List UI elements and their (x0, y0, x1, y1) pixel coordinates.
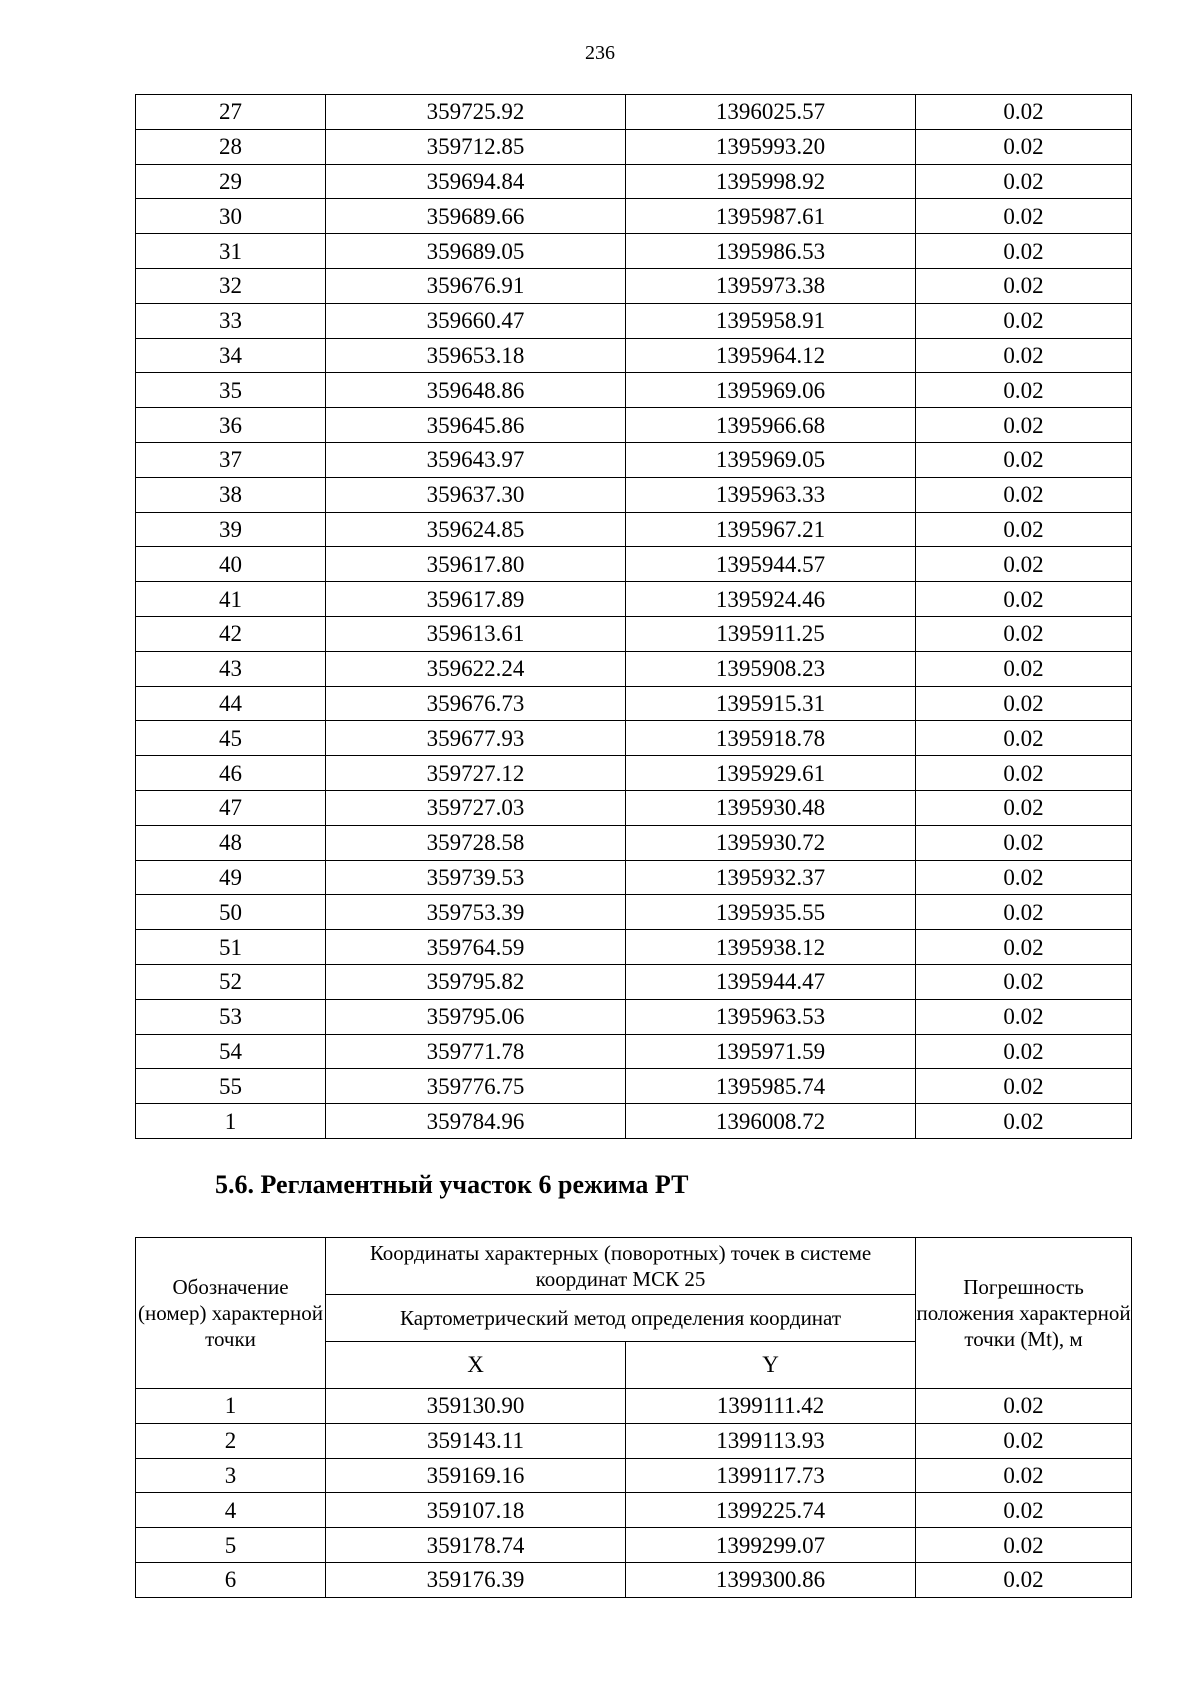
x-coordinate-cell: 359637.30 (326, 477, 626, 512)
table-row (136, 930, 1132, 965)
table-row (136, 373, 1132, 408)
point-number-cell: 1 (136, 1389, 326, 1424)
y-coordinate-cell: 1395987.61 (626, 199, 916, 234)
x-coordinate-cell: 359648.86 (326, 373, 626, 408)
header-y: Y (626, 1342, 916, 1389)
x-coordinate-cell: 359176.39 (326, 1562, 626, 1597)
point-number-cell: 4 (136, 1493, 326, 1528)
table-row (136, 129, 1132, 164)
point-number-cell: 45 (136, 721, 326, 756)
table-row (136, 1562, 1132, 1597)
table-row (136, 1493, 1132, 1528)
y-coordinate-cell: 1395963.33 (626, 477, 916, 512)
table-row (136, 1528, 1132, 1563)
error-cell: 0.02 (916, 1104, 1132, 1139)
error-cell: 0.02 (916, 547, 1132, 582)
error-cell: 0.02 (916, 860, 1132, 895)
error-cell: 0.02 (916, 1423, 1132, 1458)
y-coordinate-cell: 1395908.23 (626, 651, 916, 686)
error-cell: 0.02 (916, 999, 1132, 1034)
y-coordinate-cell: 1395929.61 (626, 756, 916, 791)
section-6-coordinates-table (135, 1237, 1132, 1598)
table-row (136, 1104, 1132, 1139)
x-coordinate-cell: 359739.53 (326, 860, 626, 895)
point-number-cell: 1 (136, 1104, 326, 1139)
error-cell: 0.02 (916, 512, 1132, 547)
y-coordinate-cell: 1395938.12 (626, 930, 916, 965)
error-cell: 0.02 (916, 373, 1132, 408)
error-cell: 0.02 (916, 1458, 1132, 1493)
x-coordinate-cell: 359622.24 (326, 651, 626, 686)
point-number-cell: 37 (136, 442, 326, 477)
point-number-cell: 39 (136, 512, 326, 547)
x-coordinate-cell: 359795.06 (326, 999, 626, 1034)
x-coordinate-cell: 359677.93 (326, 721, 626, 756)
x-coordinate-cell: 359624.85 (326, 512, 626, 547)
table-row (136, 964, 1132, 999)
coordinates-table-continued (135, 94, 1132, 1139)
x-coordinate-cell: 359645.86 (326, 408, 626, 443)
point-number-cell: 46 (136, 756, 326, 791)
error-cell: 0.02 (916, 303, 1132, 338)
x-coordinate-cell: 359795.82 (326, 964, 626, 999)
table-row (136, 477, 1132, 512)
error-cell: 0.02 (916, 964, 1132, 999)
y-coordinate-cell: 1395973.38 (626, 268, 916, 303)
section-6-table-body (136, 1389, 1132, 1598)
error-cell: 0.02 (916, 268, 1132, 303)
point-number-cell: 34 (136, 338, 326, 373)
table-row (136, 408, 1132, 443)
y-coordinate-cell: 1395918.78 (626, 721, 916, 756)
table-row (136, 512, 1132, 547)
point-number-cell: 53 (136, 999, 326, 1034)
point-number-cell: 44 (136, 686, 326, 721)
error-cell: 0.02 (916, 790, 1132, 825)
page-number: 236 (585, 42, 615, 64)
x-coordinate-cell: 359653.18 (326, 338, 626, 373)
point-number-cell: 55 (136, 1069, 326, 1104)
y-coordinate-cell: 1395993.20 (626, 129, 916, 164)
x-coordinate-cell: 359771.78 (326, 1034, 626, 1069)
table-row (136, 1389, 1132, 1424)
y-coordinate-cell: 1395924.46 (626, 582, 916, 617)
table-row (136, 1423, 1132, 1458)
point-number-cell: 49 (136, 860, 326, 895)
x-coordinate-cell: 359107.18 (326, 1493, 626, 1528)
point-number-cell: 52 (136, 964, 326, 999)
x-coordinate-cell: 359676.91 (326, 268, 626, 303)
table-row (136, 686, 1132, 721)
error-cell: 0.02 (916, 408, 1132, 443)
y-coordinate-cell: 1395932.37 (626, 860, 916, 895)
table-row (136, 616, 1132, 651)
error-cell: 0.02 (916, 721, 1132, 756)
table-row (136, 268, 1132, 303)
table-row (136, 164, 1132, 199)
error-cell: 0.02 (916, 1034, 1132, 1069)
error-cell: 0.02 (916, 825, 1132, 860)
error-cell: 0.02 (916, 129, 1132, 164)
x-coordinate-cell: 359764.59 (326, 930, 626, 965)
coordinates-table-body (136, 95, 1132, 1139)
point-number-cell: 41 (136, 582, 326, 617)
table-row (136, 756, 1132, 791)
error-cell: 0.02 (916, 1069, 1132, 1104)
x-coordinate-cell: 359617.89 (326, 582, 626, 617)
y-coordinate-cell: 1395964.12 (626, 338, 916, 373)
x-coordinate-cell: 359784.96 (326, 1104, 626, 1139)
y-coordinate-cell: 1395944.57 (626, 547, 916, 582)
point-number-cell: 32 (136, 268, 326, 303)
x-coordinate-cell: 359694.84 (326, 164, 626, 199)
y-coordinate-cell: 1395967.21 (626, 512, 916, 547)
header-method: Картометрический метод определения координат (326, 1295, 916, 1342)
table-row (136, 721, 1132, 756)
table-row (136, 790, 1132, 825)
x-coordinate-cell: 359725.92 (326, 95, 626, 130)
point-number-cell: 54 (136, 1034, 326, 1069)
y-coordinate-cell: 1395966.68 (626, 408, 916, 443)
x-coordinate-cell: 359143.11 (326, 1423, 626, 1458)
x-coordinate-cell: 359643.97 (326, 442, 626, 477)
x-coordinate-cell: 359660.47 (326, 303, 626, 338)
point-number-cell: 5 (136, 1528, 326, 1563)
x-coordinate-cell: 359727.12 (326, 756, 626, 791)
error-cell: 0.02 (916, 95, 1132, 130)
error-cell: 0.02 (916, 1528, 1132, 1563)
y-coordinate-cell: 1395911.25 (626, 616, 916, 651)
y-coordinate-cell: 1395963.53 (626, 999, 916, 1034)
table-row (136, 1034, 1132, 1069)
table-header (136, 1238, 1132, 1389)
error-cell: 0.02 (916, 234, 1132, 269)
y-coordinate-cell: 1399111.42 (626, 1389, 916, 1424)
y-coordinate-cell: 1395930.48 (626, 790, 916, 825)
x-coordinate-cell: 359178.74 (326, 1528, 626, 1563)
table-row (136, 338, 1132, 373)
error-cell: 0.02 (916, 199, 1132, 234)
y-coordinate-cell: 1395998.92 (626, 164, 916, 199)
table-row (136, 582, 1132, 617)
error-cell: 0.02 (916, 1389, 1132, 1424)
error-cell: 0.02 (916, 686, 1132, 721)
y-coordinate-cell: 1395969.05 (626, 442, 916, 477)
x-coordinate-cell: 359617.80 (326, 547, 626, 582)
error-cell: 0.02 (916, 895, 1132, 930)
point-number-cell: 29 (136, 164, 326, 199)
error-cell: 0.02 (916, 616, 1132, 651)
point-number-cell: 35 (136, 373, 326, 408)
point-number-cell: 51 (136, 930, 326, 965)
error-cell: 0.02 (916, 582, 1132, 617)
y-coordinate-cell: 1395915.31 (626, 686, 916, 721)
x-coordinate-cell: 359728.58 (326, 825, 626, 860)
x-coordinate-cell: 359130.90 (326, 1389, 626, 1424)
x-coordinate-cell: 359676.73 (326, 686, 626, 721)
y-coordinate-cell: 1395935.55 (626, 895, 916, 930)
table-row (136, 895, 1132, 930)
y-coordinate-cell: 1395985.74 (626, 1069, 916, 1104)
table-row (136, 651, 1132, 686)
y-coordinate-cell: 1396025.57 (626, 95, 916, 130)
x-coordinate-cell: 359689.05 (326, 234, 626, 269)
header-position-error: Погрешность положения характерной точки (Mt), м (916, 1238, 1132, 1389)
x-coordinate-cell: 359727.03 (326, 790, 626, 825)
y-coordinate-cell: 1395969.06 (626, 373, 916, 408)
y-coordinate-cell: 1399300.86 (626, 1562, 916, 1597)
y-coordinate-cell: 1395958.91 (626, 303, 916, 338)
y-coordinate-cell: 1395944.47 (626, 964, 916, 999)
point-number-cell: 6 (136, 1562, 326, 1597)
error-cell: 0.02 (916, 1493, 1132, 1528)
error-cell: 0.02 (916, 164, 1132, 199)
x-coordinate-cell: 359753.39 (326, 895, 626, 930)
x-coordinate-cell: 359776.75 (326, 1069, 626, 1104)
error-cell: 0.02 (916, 338, 1132, 373)
table-row (136, 95, 1132, 130)
point-number-cell: 40 (136, 547, 326, 582)
y-coordinate-cell: 1395930.72 (626, 825, 916, 860)
error-cell: 0.02 (916, 1562, 1132, 1597)
y-coordinate-cell: 1396008.72 (626, 1104, 916, 1139)
table-row (136, 860, 1132, 895)
y-coordinate-cell: 1399299.07 (626, 1528, 916, 1563)
section-heading: 5.6. Регламентный участок 6 режима РТ (215, 1170, 689, 1199)
error-cell: 0.02 (916, 442, 1132, 477)
point-number-cell: 38 (136, 477, 326, 512)
y-coordinate-cell: 1399117.73 (626, 1458, 916, 1493)
header-point-designation: Обозначение (номер) характерной точки (136, 1238, 326, 1389)
point-number-cell: 48 (136, 825, 326, 860)
table-row (136, 547, 1132, 582)
point-number-cell: 43 (136, 651, 326, 686)
error-cell: 0.02 (916, 651, 1132, 686)
header-x: X (326, 1342, 626, 1389)
table-row (136, 442, 1132, 477)
point-number-cell: 31 (136, 234, 326, 269)
point-number-cell: 50 (136, 895, 326, 930)
table-row (136, 199, 1132, 234)
y-coordinate-cell: 1399225.74 (626, 1493, 916, 1528)
x-coordinate-cell: 359169.16 (326, 1458, 626, 1493)
point-number-cell: 28 (136, 129, 326, 164)
table-row (136, 1069, 1132, 1104)
point-number-cell: 36 (136, 408, 326, 443)
table-row (136, 825, 1132, 860)
point-number-cell: 33 (136, 303, 326, 338)
point-number-cell: 2 (136, 1423, 326, 1458)
table-row (136, 1458, 1132, 1493)
table-row (136, 999, 1132, 1034)
x-coordinate-cell: 359613.61 (326, 616, 626, 651)
error-cell: 0.02 (916, 756, 1132, 791)
x-coordinate-cell: 359689.66 (326, 199, 626, 234)
point-number-cell: 42 (136, 616, 326, 651)
point-number-cell: 30 (136, 199, 326, 234)
table-row (136, 303, 1132, 338)
point-number-cell: 27 (136, 95, 326, 130)
header-coordinates-title: Координаты характерных (поворотных) точек в системе координат МСК 25 (326, 1238, 916, 1295)
y-coordinate-cell: 1395986.53 (626, 234, 916, 269)
point-number-cell: 47 (136, 790, 326, 825)
table-row (136, 234, 1132, 269)
error-cell: 0.02 (916, 930, 1132, 965)
error-cell: 0.02 (916, 477, 1132, 512)
point-number-cell: 3 (136, 1458, 326, 1493)
y-coordinate-cell: 1395971.59 (626, 1034, 916, 1069)
x-coordinate-cell: 359712.85 (326, 129, 626, 164)
y-coordinate-cell: 1399113.93 (626, 1423, 916, 1458)
